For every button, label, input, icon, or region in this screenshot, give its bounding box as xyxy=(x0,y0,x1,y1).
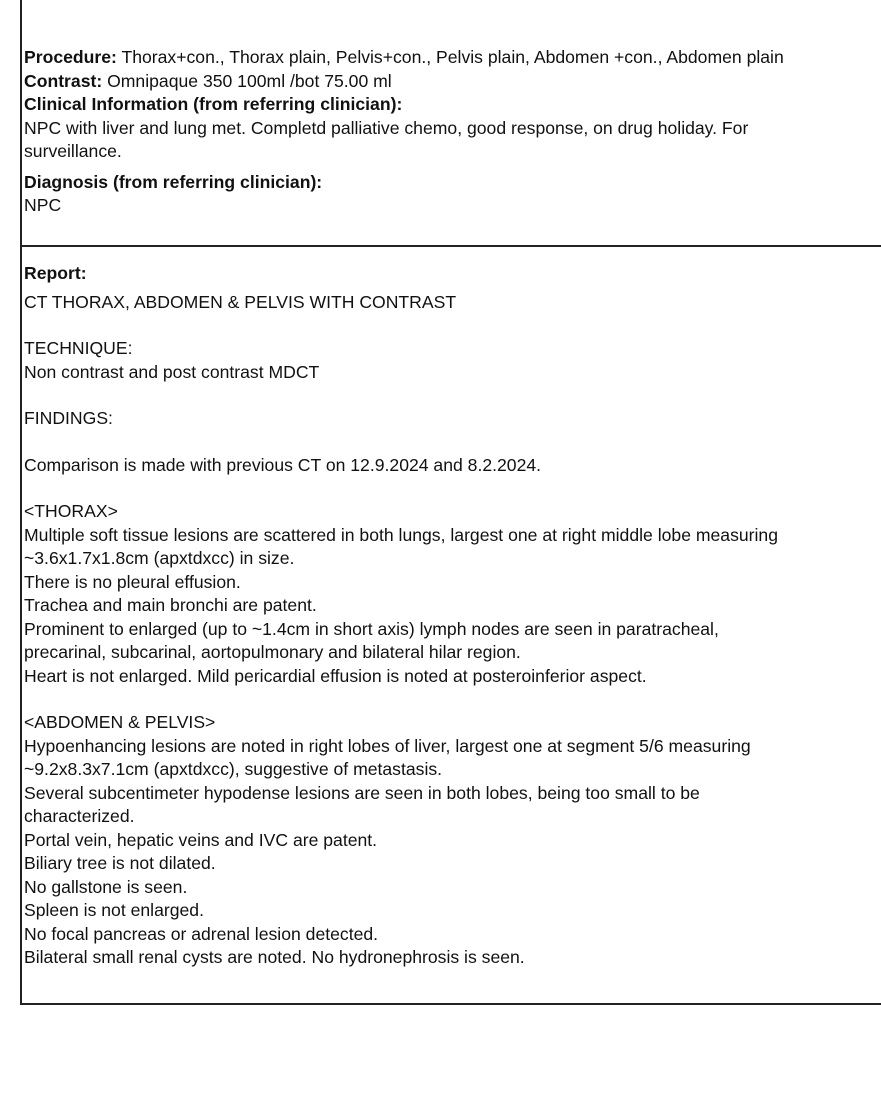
finding-line: precarinal, subcarinal, aortopulmonary and bilateral hilar region. xyxy=(24,642,521,662)
finding-line: There is no pleural effusion. xyxy=(24,571,241,592)
finding-line: Bilateral small renal cysts are noted. No hydronephrosis is seen. xyxy=(24,947,525,967)
left-border-line xyxy=(20,0,22,1003)
finding-line: Portal vein, hepatic veins and IVC are patent. xyxy=(24,829,378,850)
comparison-text: Comparison is made with previous CT on 12.9.2024 and 8.2.2024. xyxy=(24,454,542,475)
clinical-info-line: surveillance. xyxy=(24,141,122,161)
finding-line: characterized. xyxy=(24,806,135,826)
finding-line: Several subcentimeter hypodense lesions are seen in both lobes, being too small to be xyxy=(24,782,700,803)
finding-line: Biliary tree is not dilated. xyxy=(24,853,216,873)
finding-line: ~3.6x1.7x1.8cm (apxtdxcc) in size. xyxy=(24,548,295,568)
finding-line: Spleen is not enlarged. xyxy=(24,900,204,920)
thorax-findings xyxy=(24,524,875,689)
finding-line: Heart is not enlarged. Mild pericardial effusion is noted at posteroinferior aspect. xyxy=(24,665,647,686)
bottom-border-line xyxy=(20,1003,881,1005)
thorax-heading: <THORAX> xyxy=(24,501,118,521)
finding-line: Multiple soft tissue lesions are scattered in both lungs, largest one at right middle lobe measuring xyxy=(24,524,779,545)
finding-line: No gallstone is seen. xyxy=(24,876,188,897)
report-label: Report: xyxy=(24,263,87,283)
request-header xyxy=(24,46,875,218)
finding-line: Prominent to enlarged (up to ~1.4cm in short axis) lymph nodes are seen in paratracheal, xyxy=(24,618,719,639)
clinical-info-line: NPC with liver and lung met. Completd palliative chemo, good response, on drug holiday. For xyxy=(24,117,749,138)
finding-line: Hypoenhancing lesions are noted in right lobes of liver, largest one at segment 5/6 measuring xyxy=(24,735,751,756)
section-divider xyxy=(20,245,881,247)
contrast-value: Omnipaque 350 100ml /bot 75.00 ml xyxy=(102,70,392,91)
report-title: CT THORAX, ABDOMEN & PELVIS WITH CONTRAST xyxy=(24,291,457,312)
abdomen-pelvis-heading: <ABDOMEN & PELVIS> xyxy=(24,712,216,732)
report-body xyxy=(24,262,875,970)
procedure-label: Procedure: xyxy=(24,47,117,67)
findings-heading: FINDINGS: xyxy=(24,408,113,428)
contrast-label: Contrast: xyxy=(24,70,103,91)
technique-heading: TECHNIQUE: xyxy=(24,338,133,358)
procedure-value: Thorax+con., Thorax plain, Pelvis+con., Pelvis plain, Abdomen +con., Abdomen plain xyxy=(116,47,784,67)
diagnosis-value: NPC xyxy=(24,195,62,215)
procedure-row xyxy=(24,46,875,70)
diagnosis-label: Diagnosis (from referring clinician): xyxy=(24,171,323,192)
finding-line: Trachea and main bronchi are patent. xyxy=(24,595,317,615)
abdomen-pelvis-findings xyxy=(24,735,875,970)
finding-line: ~9.2x8.3x7.1cm (apxtdxcc), suggestive of metastasis. xyxy=(24,759,443,779)
contrast-row xyxy=(24,70,875,94)
clinical-info-label: Clinical Information (from referring clinician): xyxy=(24,94,403,114)
finding-line: No focal pancreas or adrenal lesion detected. xyxy=(24,923,379,944)
technique-text: Non contrast and post contrast MDCT xyxy=(24,361,320,382)
